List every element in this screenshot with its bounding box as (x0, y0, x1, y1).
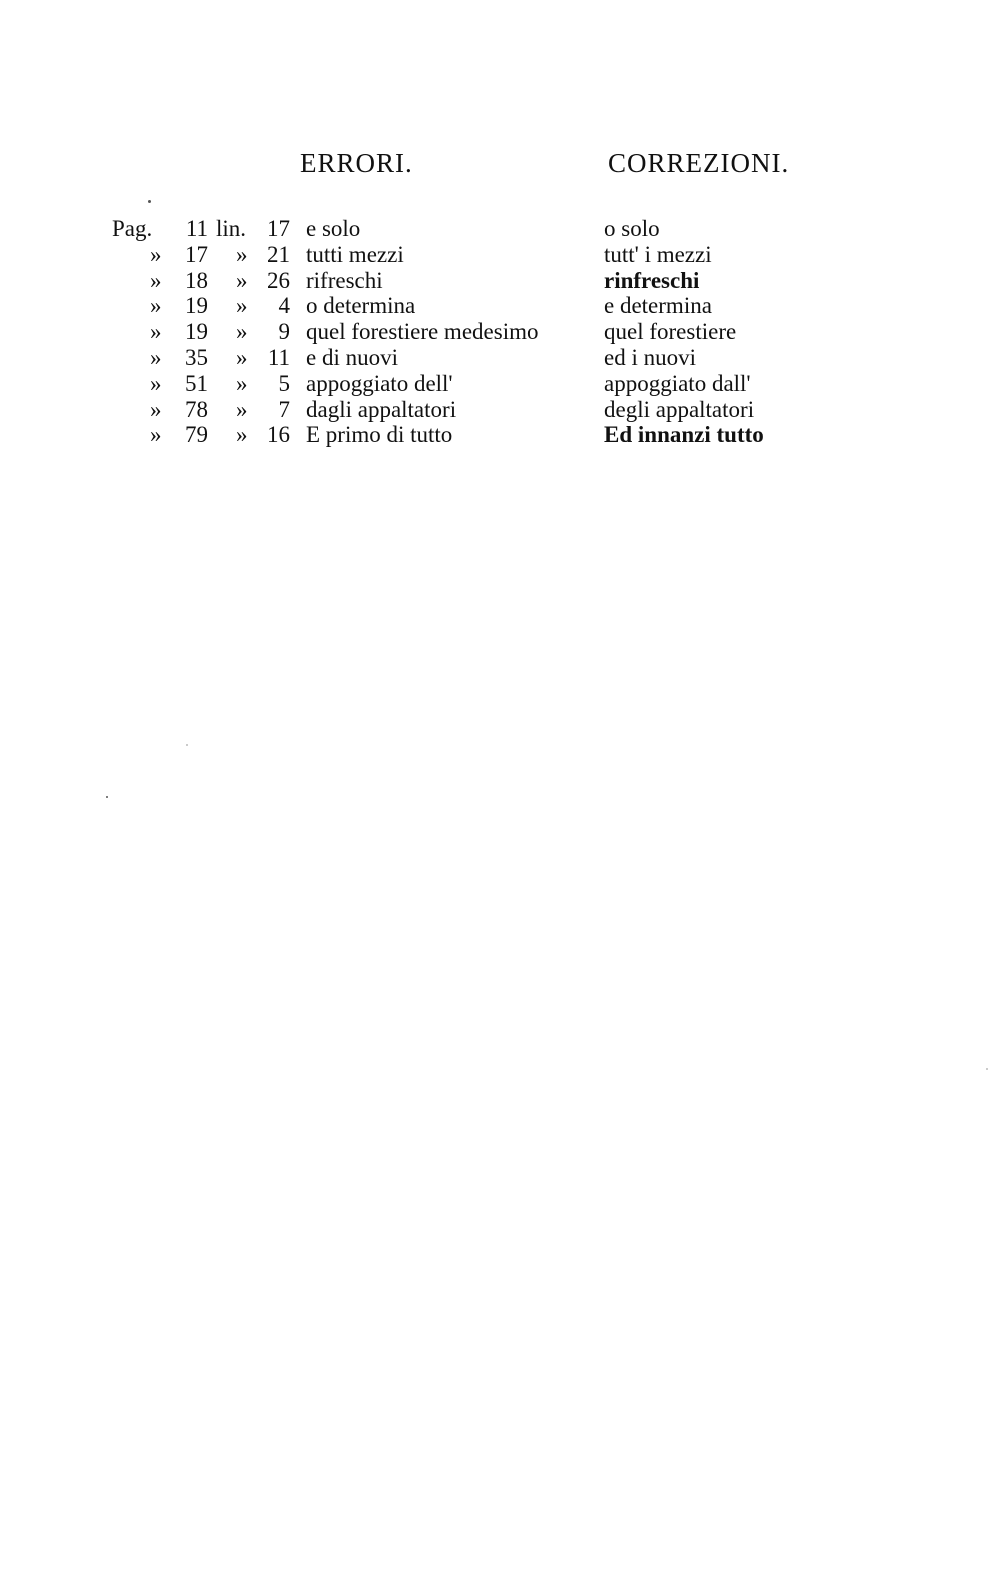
line-ditto-mark: » (236, 344, 248, 370)
errata-row (0, 397, 1000, 423)
correzione-text: o solo (604, 216, 660, 241)
correzione-text: quel forestiere (604, 319, 737, 345)
correzione-text: degli appaltatori (604, 396, 755, 422)
line-ditto-mark: » (236, 396, 248, 422)
correzione-text: appoggiato dall' (604, 370, 751, 396)
correzione-text: Ed innanzi tutto (604, 422, 764, 448)
errata-row (0, 422, 1000, 448)
errori-heading: ERRORI. (300, 148, 413, 178)
errata-table (0, 216, 1000, 448)
correzione-text: e determina (604, 293, 712, 319)
line-ditto-mark: » (236, 422, 248, 448)
line-number: 9 (278, 319, 290, 345)
errore-text: rifreschi (306, 267, 383, 293)
line-ditto-mark: » (236, 241, 248, 267)
errata-row (0, 268, 1000, 294)
line-number: 7 (278, 396, 290, 422)
page-number: 18 (185, 267, 208, 293)
page-number: 35 (185, 344, 208, 370)
errata-row (0, 242, 1000, 268)
errore-text: E primo di tutto (306, 422, 453, 448)
errata-row (0, 293, 1000, 319)
print-speck (986, 1068, 988, 1070)
correzioni-heading: CORREZIONI. (608, 148, 790, 178)
page-ditto-mark: » (150, 241, 162, 267)
page-number: 51 (185, 370, 208, 396)
page-ditto-mark: » (150, 370, 162, 396)
errata-row (0, 216, 1000, 242)
page-ditto-mark: » (150, 396, 162, 422)
correzione-text: rinfreschi (604, 267, 700, 293)
line-ditto-mark: » (236, 319, 248, 345)
errore-text: o determina (306, 293, 416, 319)
page-ditto-mark: » (150, 319, 162, 345)
line-number: 4 (278, 293, 290, 319)
print-speck (106, 796, 108, 798)
correzione-text: tutt' i mezzi (604, 241, 712, 267)
line-label: lin. (216, 216, 247, 241)
line-number: 16 (267, 422, 290, 448)
line-number: 17 (267, 216, 290, 241)
line-number: 26 (267, 267, 290, 293)
print-speck (148, 200, 151, 203)
page-number: 19 (185, 293, 208, 319)
errata-row (0, 319, 1000, 345)
errore-text: e di nuovi (306, 344, 398, 370)
line-number: 21 (267, 241, 290, 267)
errore-text: quel forestiere medesimo (306, 319, 539, 345)
page-number: 17 (185, 241, 208, 267)
page-ditto-mark: » (150, 344, 162, 370)
print-speck (186, 744, 188, 746)
line-ditto-mark: » (236, 370, 248, 396)
page-number: 11 (185, 216, 208, 241)
page-ditto-mark: » (150, 293, 162, 319)
errata-row (0, 371, 1000, 397)
page-ditto-mark: » (150, 422, 162, 448)
correzione-text: ed i nuovi (604, 344, 696, 370)
page-number: 19 (185, 319, 208, 345)
errore-text: tutti mezzi (306, 241, 404, 267)
page-number: 78 (185, 396, 208, 422)
page-label: Pag. (112, 216, 153, 241)
page-number: 79 (185, 422, 208, 448)
line-ditto-mark: » (236, 267, 248, 293)
errore-text: appoggiato dell' (306, 370, 453, 396)
errore-text: dagli appaltatori (306, 396, 457, 422)
line-number: 11 (267, 344, 290, 370)
line-ditto-mark: » (236, 293, 248, 319)
errata-row (0, 345, 1000, 371)
line-number: 5 (278, 370, 290, 396)
errore-text: e solo (306, 216, 361, 241)
page-ditto-mark: » (150, 267, 162, 293)
